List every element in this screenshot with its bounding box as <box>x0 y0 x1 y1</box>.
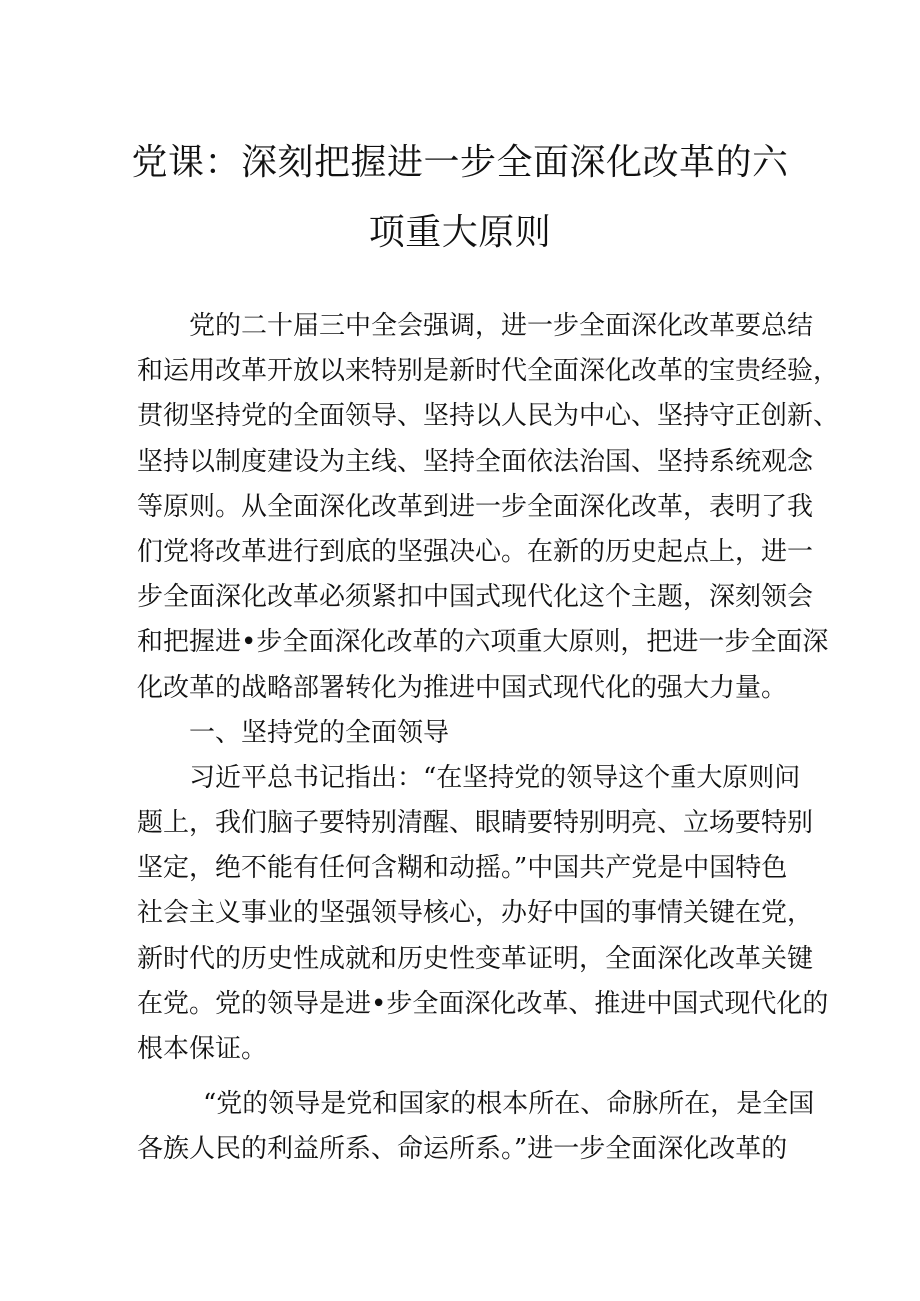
paragraph-1-line-3: 贯彻坚持党的全面领导、坚持以人民为中心、坚持守正创新、 <box>137 401 840 432</box>
paragraph-1-line-5: 等原则。从全面深化改革到进一步全面深化改革，表明了我 <box>137 491 814 522</box>
document-body <box>137 304 840 1173</box>
paragraph-2-line-4: 社会主义事业的坚强领导核心，办好中国的事情关键在党， <box>137 898 814 929</box>
paragraph-1-line-7: 步全面深化改革必须紧扣中国式现代化这个主题，深刻领会 <box>137 582 814 613</box>
paragraph-3-line-2: 各族人民的利益所系、命运所系。”进一步全面深化改革的 <box>137 1134 788 1165</box>
document-title-line-1: 党课：深刻把握进一步全面深化改革的六 <box>131 142 789 183</box>
paragraph-1-line-8: 和把握进•步全面深化改革的六项重大原则，把进一步全面深 <box>137 627 829 658</box>
paragraph-1-line-6: 们党将改革进行到底的坚强决心。在新的历史起点上，进一 <box>137 536 814 567</box>
section-heading-1: 一、坚持党的全面领导 <box>189 717 450 748</box>
paragraph-1-line-1: 党的二十届三中全会强调，进一步全面深化改革要总结 <box>189 311 814 341</box>
paragraph-1-line-2: 和运用改革开放以来特别是新时代全面深化改革的宝贵经验， <box>137 356 840 387</box>
paragraph-3-line-1: “党的领导是党和国家的根本所在、命脉所在，是全国 <box>203 1089 815 1120</box>
paragraph-2-line-3: 坚定，绝不能有任何含糊和动摇。”中国共产党是中国特色 <box>137 853 788 884</box>
paragraph-2-line-7: 根本保证。 <box>137 1034 268 1064</box>
document-title-line-2: 项重大原则 <box>368 212 552 253</box>
paragraph-2-line-5: 新时代的历史性成就和历史性变革证明，全面深化改革关键 <box>137 943 814 974</box>
paragraph-1-line-9: 化改革的战略部署转化为推进中国式现代化的强大力量。 <box>137 672 788 703</box>
paragraph-1-line-4: 坚持以制度建设为主线、坚持全面依法治国、坚持系统观念 <box>137 446 814 477</box>
paragraph-2-line-2: 题上，我们脑子要特别清醒、眼睛要特别明亮、立场要特别 <box>137 808 814 839</box>
paragraph-2-line-6: 在党。党的领导是进•步全面深化改革、推进中国式现代化的 <box>137 988 829 1019</box>
paragraph-2-line-1: 习近平总书记指出：“在坚持党的领导这个重大原则问 <box>189 762 801 793</box>
